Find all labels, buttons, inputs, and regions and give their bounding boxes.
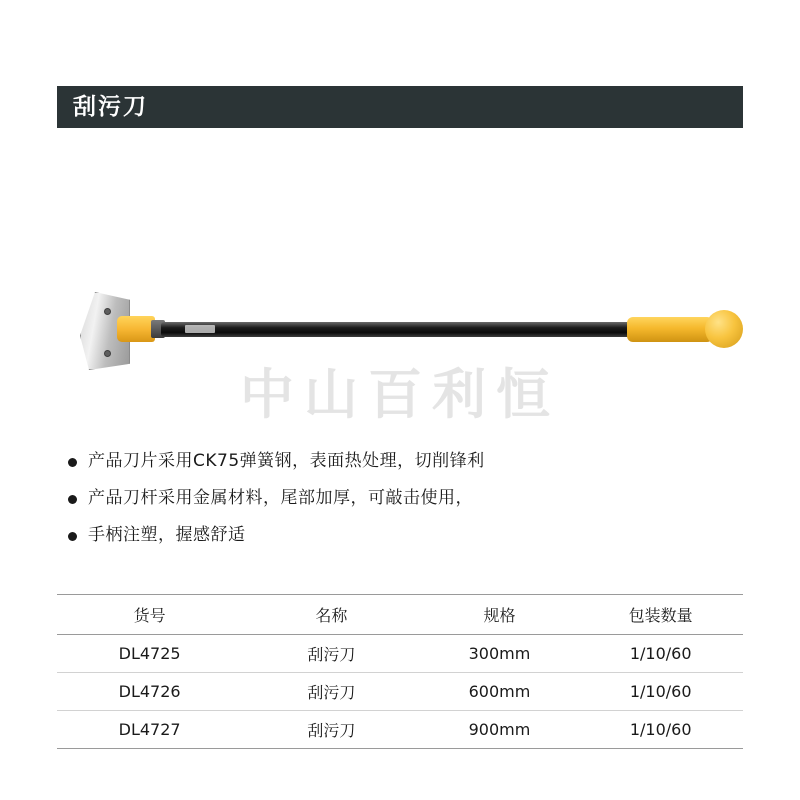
- bullet-dot-icon: [68, 495, 77, 504]
- watermark-text: 中山百利恒: [240, 363, 560, 426]
- table-row: [57, 673, 743, 711]
- page-title-bar: [57, 86, 743, 128]
- list-item: [68, 450, 728, 473]
- spec-table: [57, 594, 743, 749]
- bullet-dot-icon: [68, 532, 77, 541]
- table-row: [57, 711, 743, 749]
- column-header-name: 名称: [315, 606, 348, 625]
- scraper-tool-illustration: [67, 240, 727, 350]
- grip-end-cap-icon: [705, 310, 743, 348]
- list-item: [68, 524, 728, 547]
- table-row: [57, 635, 743, 673]
- column-header-spec: 规格: [483, 606, 516, 625]
- cell-spec: 900mm: [468, 720, 531, 739]
- cell-item-no: DL4726: [118, 682, 181, 701]
- page-title: 刮污刀: [73, 93, 148, 120]
- spec-table-container: [57, 594, 743, 749]
- yellow-grip-icon: [627, 317, 713, 342]
- bullet-dot-icon: [68, 458, 77, 467]
- cell-name: 刮污刀: [307, 683, 356, 702]
- cell-pack-qty: 1/10/60: [629, 720, 692, 739]
- product-image: [57, 200, 743, 420]
- feature-text: 产品刀杆采用金属材料，尾部加厚，可敲击使用，: [88, 487, 473, 508]
- feature-text: 手柄注塑，握感舒适: [88, 524, 246, 545]
- table-header: [57, 595, 743, 635]
- column-header-item-no: 货号: [133, 606, 166, 625]
- cell-name: 刮污刀: [307, 645, 356, 664]
- feature-list: [68, 450, 728, 561]
- cell-name: 刮污刀: [307, 721, 356, 740]
- feature-text: 产品刀片采用CK75弹簧钢，表面热处理，切削锋利: [88, 451, 485, 471]
- column-header-pack-qty: 包装数量: [628, 606, 693, 625]
- cell-pack-qty: 1/10/60: [629, 682, 692, 701]
- table-header-row: [57, 595, 743, 635]
- cell-spec: 300mm: [468, 644, 531, 663]
- black-shaft-icon: [161, 322, 635, 337]
- cell-pack-qty: 1/10/60: [629, 644, 692, 663]
- shaft-label-icon: [185, 325, 215, 333]
- blade-rivet-bottom-icon: [104, 350, 111, 357]
- yellow-collar-icon: [117, 316, 155, 342]
- table-body: [57, 635, 743, 749]
- list-item: [68, 487, 728, 510]
- blade-rivet-top-icon: [104, 308, 111, 315]
- cell-item-no: DL4725: [118, 644, 181, 663]
- cell-item-no: DL4727: [118, 720, 181, 739]
- cell-spec: 600mm: [468, 682, 531, 701]
